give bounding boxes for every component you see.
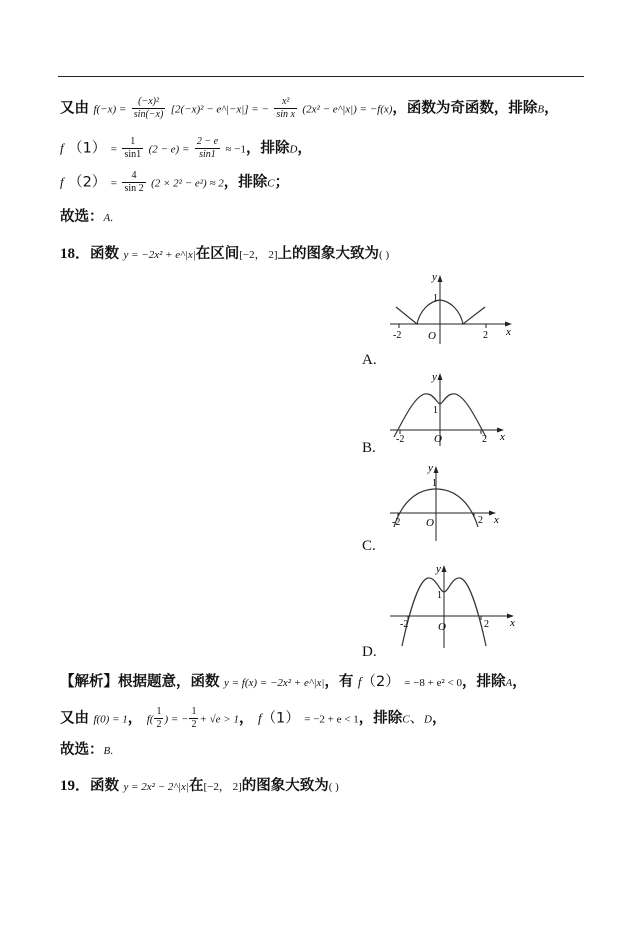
math-expr: (2 − e) = [148,143,190,156]
fraction [195,136,220,161]
analysis-line-2 [60,706,447,731]
origin-label: O [434,433,442,445]
prev-solution-line-1 [60,96,559,121]
text: ，函数为奇函数，排除 [392,100,538,117]
fraction [122,136,143,161]
answer-paren: ( ) [379,249,390,261]
math-expr: y = 2x² − 2^|x| [123,781,189,793]
option-ref: C [267,177,275,190]
math-expr: (2 × 2² − e²) ≈ 2 [151,177,224,190]
text: . [110,212,113,224]
text: ，排除 [358,710,403,727]
prev-solution-line-2 [60,136,312,161]
numerator: (−x)² [132,96,166,109]
text: 又由 [60,710,89,727]
numerator: 1 [156,706,162,717]
option-d-graph [388,560,528,652]
tick-label-2: 2 [483,330,488,341]
origin-label: O [428,330,436,342]
math-expr: = [110,143,117,156]
math-expr: = [110,177,117,190]
x-label: x [506,326,511,338]
denominator: sin(−x) [133,109,164,120]
text: （1） [68,140,107,157]
x-label: x [510,617,515,629]
text: （2） [361,674,400,690]
math-expr: ) = − [164,713,189,726]
origin-label: O [438,621,446,633]
prev-answer-line [60,207,113,228]
option-ref: B [537,103,545,116]
math-expr: f(0) = 1 [93,713,128,726]
math-f: f [60,140,64,156]
analysis-answer-line [60,740,113,761]
text: 、 [409,710,425,727]
math-f: f [257,710,262,726]
math-expr: = −2 + e < 1 [304,713,359,726]
math-expr: f(−x) = [93,103,127,116]
answer-label: 故选： [60,742,104,758]
text: ， [297,140,312,157]
text: 在区间 [195,246,240,262]
denominator: 2 [191,719,197,730]
math-f: f [60,174,64,190]
tick-label-1: 1 [432,478,437,489]
text: （1） [261,710,300,727]
y-axis-arrow [438,275,443,282]
math-expr: = −8 + e² < 0 [404,677,462,689]
y-label: y [428,462,433,474]
fraction [154,706,163,731]
header-rule [58,76,584,77]
option-c-graph [388,459,518,544]
tick-label-2: 2 [484,619,489,630]
math-expr: [2(−x)² − e^|−x|] = − [170,103,269,116]
option-ref: A [505,677,513,689]
analysis-tag: 【解析】 [60,674,118,690]
math-interval: [−2， 2] [239,249,278,261]
analysis-line-1 [60,672,527,693]
option-c-label: C. [362,538,376,554]
text: （2） [68,174,107,191]
text: ，排除 [461,674,506,690]
question-number: 19． [60,778,91,794]
option-d-label: D. [362,644,377,660]
option-ref: D [289,143,298,156]
math-expr: y = −2x² + e^|x| [123,249,196,261]
y-axis-arrow [438,373,443,380]
tick-label-1: 1 [437,590,442,601]
tick-label-1: 1 [433,293,438,304]
numerator: 4 [122,170,145,183]
y-axis-arrow [434,466,439,473]
text: ，有 [324,674,354,690]
y-label: y [436,563,441,575]
option-ref: D [424,713,432,726]
tick-label-1: 1 [433,405,438,416]
option-ref: C [402,713,410,726]
x-label: x [494,514,499,526]
option-b-label: B. [362,440,376,456]
fraction [122,170,145,195]
text: ， [432,710,447,727]
denominator: sin x [276,109,295,120]
y-axis-arrow [442,565,447,572]
text: ，排除 [245,140,290,157]
numerator: x² [274,96,297,109]
tick-label-neg2: -2 [396,434,405,445]
text: 又由 [60,100,89,117]
fraction [189,706,198,731]
tick-label-2: 2 [478,515,483,526]
text: 函数 [90,246,120,262]
text: ， [544,100,559,117]
math-expr: (2x² − e^|x|) = −f(x) [302,103,393,116]
numerator: 1 [122,136,143,149]
text: ，排除 [223,174,268,191]
denominator: sin1 [124,149,142,160]
answer-paren: ( ) [328,781,339,793]
text: ； [274,174,290,191]
numerator: 2 − e [196,136,219,147]
option-b-graph [388,368,518,448]
numerator: 1 [191,706,197,717]
text: 在 [188,778,204,794]
math-f: f [357,674,362,689]
y-label: y [432,271,437,283]
question-18 [60,244,389,265]
answer-value: B [103,745,111,757]
question-19 [60,776,339,797]
prev-solution-line-3 [60,170,289,195]
denominator: 2 [156,719,162,730]
denominator: sin1 [199,149,216,160]
tick-label-neg2: -2 [392,517,401,528]
text: 函数 [90,778,120,794]
y-label: y [432,371,437,383]
denominator: sin 2 [124,183,144,194]
question-number: 18． [60,246,91,262]
answer-value: A [103,212,111,224]
option-a-graph [388,268,518,348]
x-label: x [500,431,505,443]
text: ， [512,674,527,690]
text: . [110,745,113,757]
option-a-label: A. [362,352,377,368]
tick-label-neg2: -2 [393,330,402,341]
tick-label-2: 2 [482,434,487,445]
fraction [132,96,166,121]
text: 上的图象大致为 [277,246,380,262]
origin-label: O [426,517,434,529]
math-expr: y = f(x) = −2x² + e^|x| [223,677,325,689]
math-expr: f( [146,713,154,726]
fraction [274,96,297,121]
text: 根据题意，函数 [118,674,220,690]
math-interval: [−2， 2] [203,781,242,793]
math-expr: ≈ −1 [225,143,246,156]
text: 的图象大致为 [241,778,329,794]
tick-label-neg2: -2 [400,619,409,630]
text: ， [238,710,254,727]
math-expr: + √e > 1 [199,713,239,726]
text: ， [127,710,143,727]
answer-label: 故选： [60,209,104,225]
